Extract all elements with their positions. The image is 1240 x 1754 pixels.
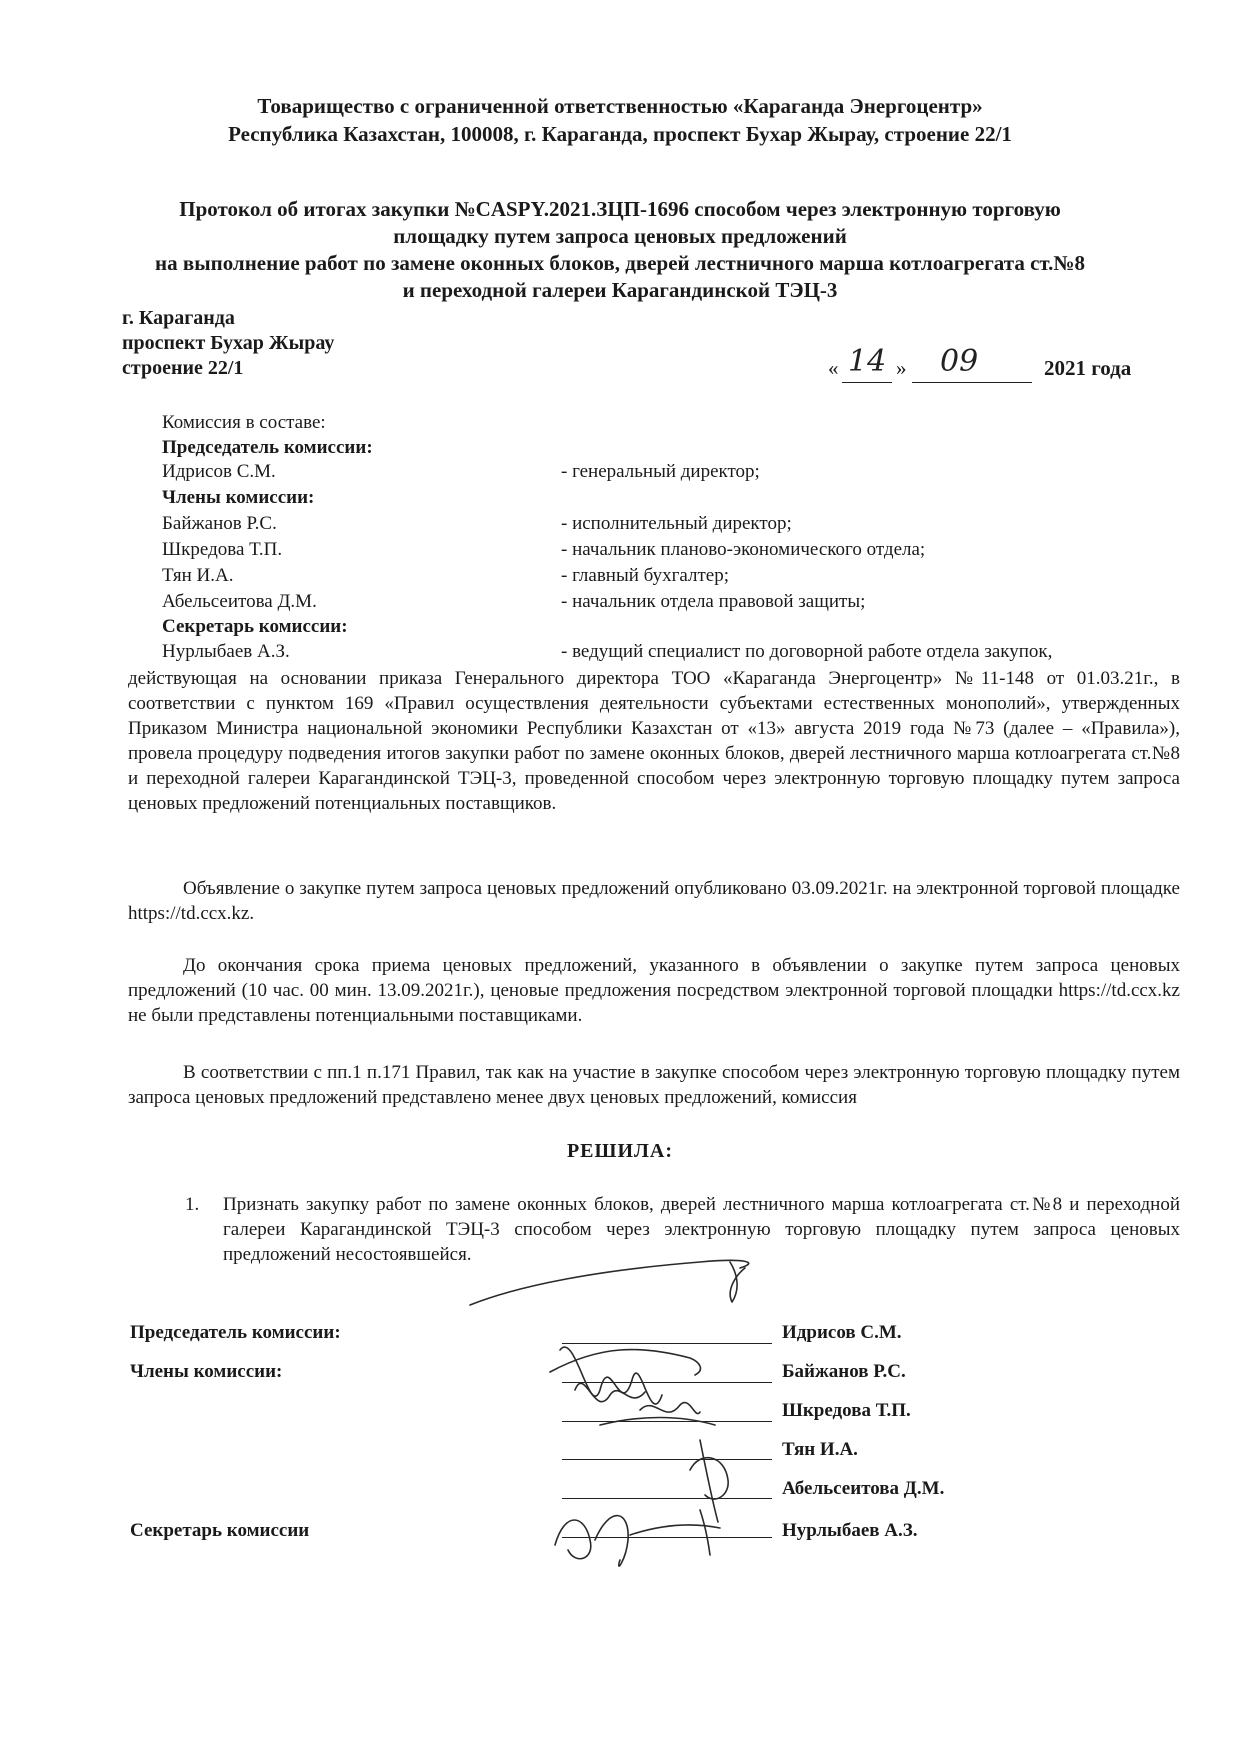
- body-paragraph-2: Объявление о закупке путем запроса ценовых предложений опубликовано 03.09.2021г. на электронной торговой площадке https://td.ccx.kz.: [128, 878, 1180, 924]
- date-month: 09: [940, 344, 979, 379]
- sig-name: Идрисов С.М.: [782, 1322, 902, 1343]
- member-role: - начальник отдела правовой защиты;: [561, 591, 866, 612]
- date-close-quote: »: [896, 356, 907, 380]
- location-city: г. Караганда: [122, 307, 235, 329]
- decision-item-number: 1.: [185, 1194, 200, 1215]
- chair-role: - генеральный директор;: [561, 461, 760, 482]
- decision-heading: РЕШИЛА:: [566, 1140, 674, 1162]
- decision-item-text: Признать закупку работ по замене оконных блоков, дверей лестничного марша котлоагрегата ст.№8 и переходной галереи Карагандинской ТЭЦ-3 способом через электронную торговую площадку путем запроса ценовых предложений несостоявшейся.: [223, 1194, 1180, 1265]
- members-heading: Члены комиссии:: [162, 487, 315, 508]
- member-name: Абельсеитова Д.М.: [162, 591, 317, 612]
- chair-heading: Председатель комиссии:: [162, 437, 373, 458]
- sig-chair-label: Председатель комиссии:: [130, 1322, 341, 1343]
- date-year: 2021 года: [1044, 356, 1132, 380]
- sig-name: Абельсеитова Д.М.: [782, 1478, 945, 1499]
- chair-name: Идрисов С.М.: [162, 461, 276, 482]
- sig-name: Шкредова Т.П.: [782, 1400, 911, 1421]
- org-address: Республика Казахстан, 100008, г. Караганда, проспект Бухар Жырау, строение 22/1: [228, 122, 1012, 146]
- secretary-role: - ведущий специалист по договорной работе отдела закупок,: [561, 641, 1053, 662]
- date-day: 14: [848, 344, 887, 379]
- sig-members-label: Члены комиссии:: [130, 1361, 283, 1382]
- sig-name: Нурлыбаев А.З.: [782, 1520, 918, 1541]
- body-paragraph-4: В соответствии с пп.1 п.171 Правил, так как на участие в закупке способом через электронную торговую площадку путем запроса ценовых предложений представлено менее двух ценовых предложений, комиссия: [128, 1062, 1180, 1108]
- protocol-title-line2: площадку путем запроса ценовых предложений: [393, 224, 847, 248]
- commission-intro: Комиссия в составе:: [162, 412, 326, 433]
- sig-name: Байжанов Р.С.: [782, 1361, 906, 1382]
- org-name: Товарищество с ограниченной ответственностью «Караганда Энергоцентр»: [257, 94, 983, 118]
- protocol-title-line4: и переходной галереи Карагандинской ТЭЦ-3: [402, 278, 838, 302]
- member-name: Тян И.А.: [162, 565, 234, 586]
- member-name: Шкредова Т.П.: [162, 539, 283, 560]
- secretary-name: Нурлыбаев А.З.: [162, 641, 290, 662]
- protocol-title-line1: Протокол об итогах закупки №CASPY.2021.ЗЦП-1696 способом через электронную торговую: [179, 197, 1061, 221]
- location-building: строение 22/1: [122, 357, 244, 379]
- secretary-heading: Секретарь комиссии:: [162, 616, 348, 637]
- member-role: - главный бухгалтер;: [561, 565, 729, 586]
- member-role: - начальник планово-экономического отдела;: [561, 539, 926, 560]
- member-role: - исполнительный директор;: [561, 513, 792, 534]
- body-paragraph-1: действующая на основании приказа Генерального директора ТОО «Караганда Энергоцентр» №11-148 от 01.03.21г., в соответствии с пунктом 169 «Правил осуществления деятельности субъектами естественных монополий», утвержденных Приказом Министра национальной экономики Республики Казахстан от «13» августа 2019 года №73 (далее – «Правила»), провела процедуру подведения итогов закупки работ по замене оконных блоков, дверей лестничного марша котлоагрегата ст.№8 и переходной галереи Карагандинской ТЭЦ-3, проведенной способом через электронную торговую площадку путем запроса ценовых предложений потенциальных поставщиков.: [128, 668, 1180, 814]
- protocol-title-line3: на выполнение работ по замене оконных блоков, дверей лестничного марша котлоагрегата ст.№8: [155, 251, 1085, 275]
- sig-name: Тян И.А.: [782, 1439, 858, 1460]
- member-name: Байжанов Р.С.: [162, 513, 277, 534]
- sig-secretary-label: Секретарь комиссии: [130, 1520, 310, 1541]
- location-street: проспект Бухар Жырау: [122, 332, 335, 354]
- date-open-quote: «: [828, 356, 839, 380]
- body-paragraph-3: До окончания срока приема ценовых предложений, указанного в объявлении о закупке путем запроса ценовых предложений (10 час. 00 мин. 13.09.2021г.), ценовые предложения посредством электронной торговой площадки https://td.ccx.kz не были представлены потенциальными поставщиками.: [128, 955, 1180, 1026]
